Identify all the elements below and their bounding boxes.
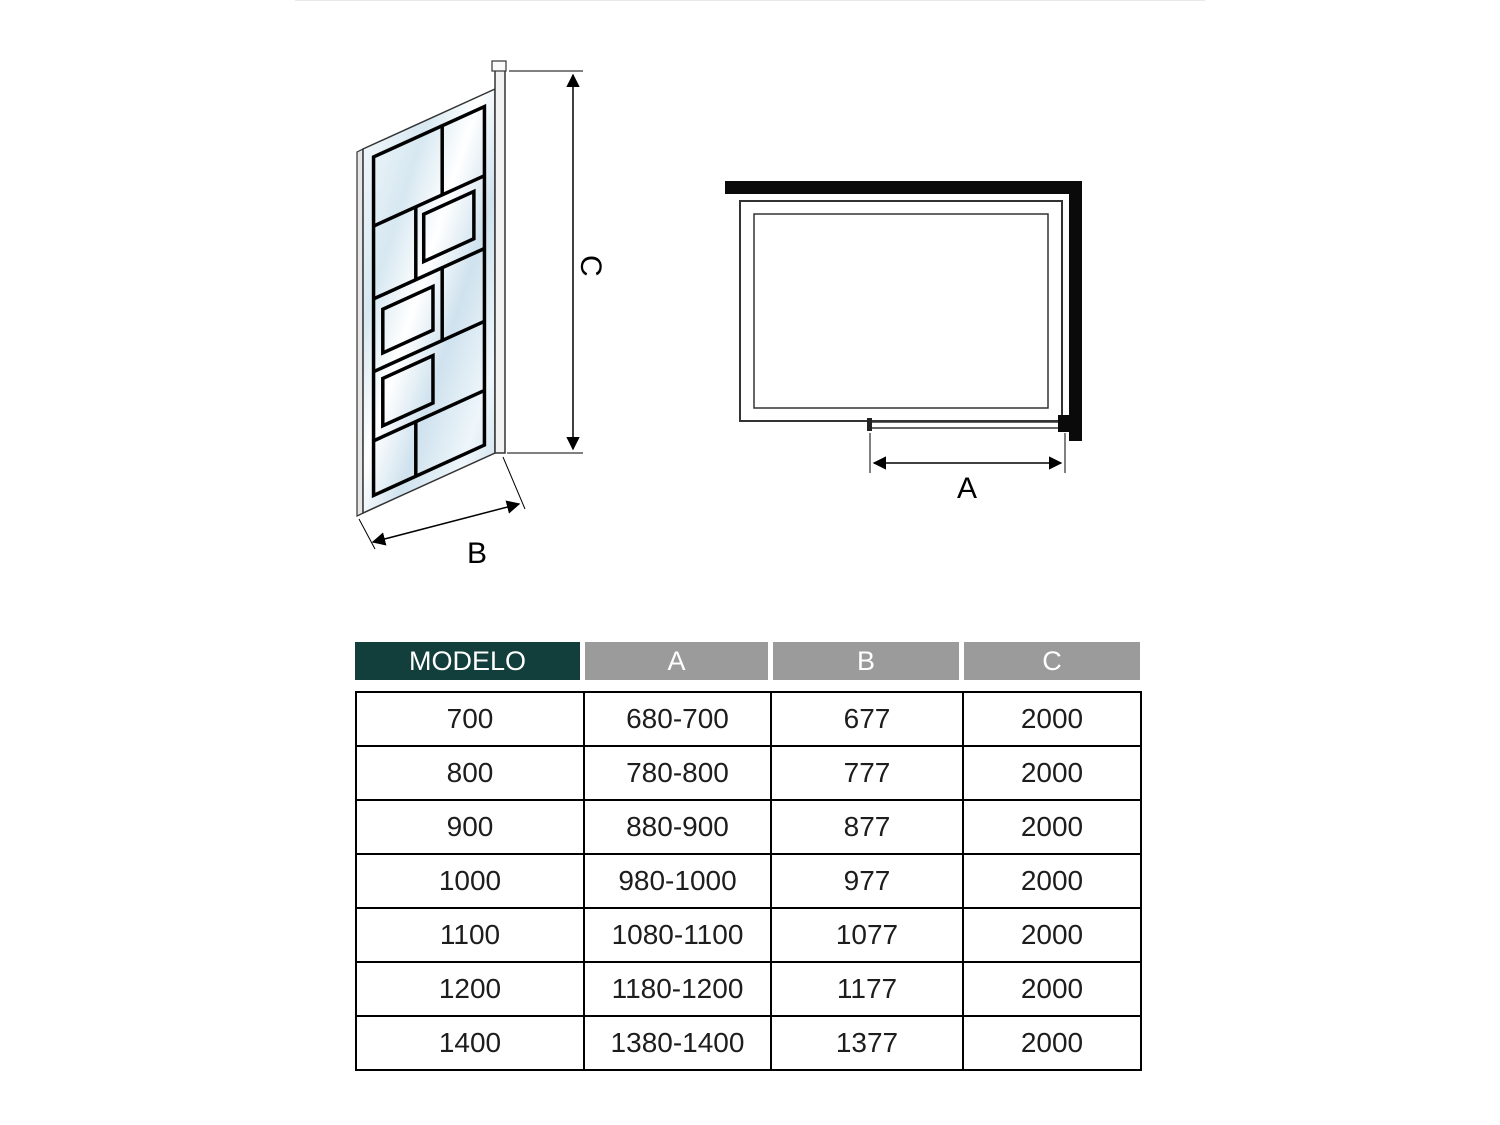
wall-right [1069, 181, 1082, 441]
cell-c: 2000 [963, 908, 1141, 962]
dimension-a [870, 433, 1065, 505]
cell-b: 1177 [771, 962, 963, 1016]
cell-modelo: 1400 [356, 1016, 584, 1070]
dimension-label-c: C [574, 255, 607, 277]
cell-b: 977 [771, 854, 963, 908]
cell-a: 780-800 [584, 746, 771, 800]
cell-modelo: 1100 [356, 908, 584, 962]
header-a: A [585, 642, 768, 680]
cell-a: 1180-1200 [584, 962, 771, 1016]
wall-profile-top-tab [492, 61, 506, 71]
size-table [355, 642, 1140, 1071]
dimension-label-a: A [957, 472, 978, 505]
cell-c: 2000 [963, 800, 1141, 854]
cell-c: 2000 [963, 854, 1141, 908]
dimension-label-b: B [467, 537, 488, 570]
cell-modelo: 700 [356, 692, 584, 746]
table-row [356, 800, 1141, 854]
cell-b: 677 [771, 692, 963, 746]
cell-a: 680-700 [584, 692, 771, 746]
cell-c: 2000 [963, 1016, 1141, 1070]
shower-tray-inner [754, 214, 1048, 408]
cell-b: 777 [771, 746, 963, 800]
glass-edge [357, 149, 363, 516]
cell-modelo: 1200 [356, 962, 584, 1016]
cell-c: 2000 [963, 692, 1141, 746]
wall-top [725, 181, 1082, 194]
table-row [356, 692, 1141, 746]
size-table-body [355, 691, 1142, 1071]
table-row [356, 962, 1141, 1016]
cell-modelo: 1000 [356, 854, 584, 908]
cell-a: 880-900 [584, 800, 771, 854]
table-row [356, 1016, 1141, 1070]
cell-a: 1380-1400 [584, 1016, 771, 1070]
table-row [356, 854, 1141, 908]
dimension-c [507, 71, 607, 453]
technical-diagram [295, 1, 1205, 621]
top-view [725, 181, 1082, 505]
wall-profile [495, 69, 505, 453]
table-row [356, 746, 1141, 800]
cell-c: 2000 [963, 962, 1141, 1016]
cell-b: 1077 [771, 908, 963, 962]
header-c: C [964, 642, 1140, 680]
cell-modelo: 800 [356, 746, 584, 800]
cell-c: 2000 [963, 746, 1141, 800]
size-table-header [355, 642, 1140, 680]
header-modelo: MODELO [355, 642, 580, 680]
cell-b: 1377 [771, 1016, 963, 1070]
cell-b: 877 [771, 800, 963, 854]
cell-modelo: 900 [356, 800, 584, 854]
product-sheet [295, 0, 1205, 1125]
glass-panel-front-view [357, 61, 607, 570]
cell-a: 980-1000 [584, 854, 771, 908]
table-row [356, 908, 1141, 962]
header-b: B [773, 642, 959, 680]
cell-a: 1080-1100 [584, 908, 771, 962]
